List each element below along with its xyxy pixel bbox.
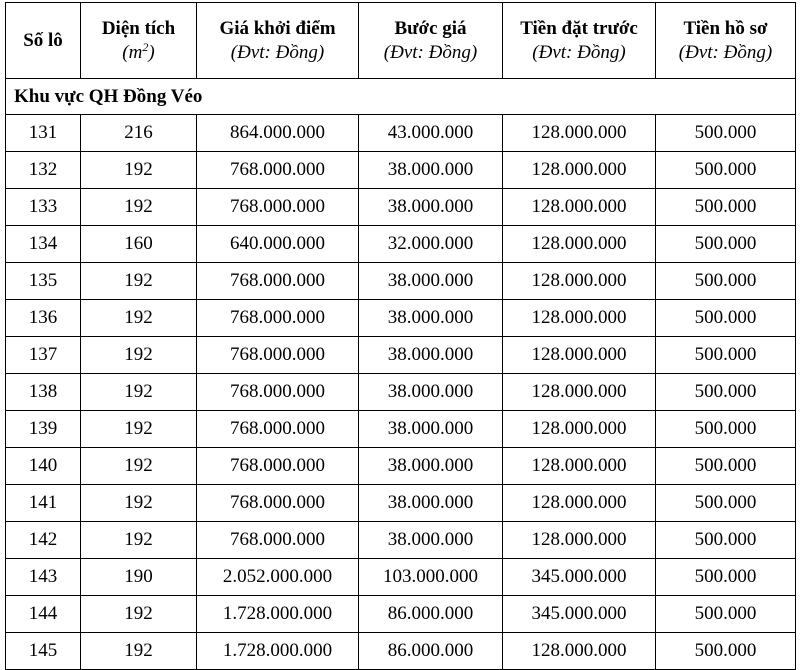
header-deposit-label: Tiền đặt trước [520, 17, 638, 39]
lot-number-cell: 142 [6, 522, 81, 559]
price-step-cell: 38.000.000 [359, 374, 503, 411]
price-step-cell: 38.000.000 [359, 189, 503, 226]
area-cell: 192 [81, 633, 197, 670]
table-row [6, 152, 796, 189]
document-fee-cell: 500.000 [656, 374, 796, 411]
lot-number-cell: 131 [6, 115, 81, 152]
header-area-unit-text: (m [122, 41, 143, 63]
table-row [6, 300, 796, 337]
table-row [6, 263, 796, 300]
table-row [6, 448, 796, 485]
table-row [6, 559, 796, 596]
header-lot-number [6, 3, 81, 79]
table-row [6, 374, 796, 411]
lot-number-cell: 144 [6, 596, 81, 633]
header-lot-number-label: Số lô [23, 29, 63, 51]
price-step-cell: 38.000.000 [359, 337, 503, 374]
document-fee-cell: 500.000 [656, 152, 796, 189]
header-starting-price [197, 3, 359, 79]
area-cell: 192 [81, 411, 197, 448]
header-document-fee-unit: (Đvt: Đồng) [678, 41, 773, 63]
deposit-cell: 128.000.000 [503, 522, 656, 559]
table-row [6, 633, 796, 670]
deposit-cell: 345.000.000 [503, 596, 656, 633]
deposit-cell: 128.000.000 [503, 115, 656, 152]
area-cell: 190 [81, 559, 197, 596]
starting-price-cell: 1.728.000.000 [197, 633, 359, 670]
document-fee-cell: 500.000 [656, 226, 796, 263]
table-row [6, 337, 796, 374]
starting-price-cell: 768.000.000 [197, 485, 359, 522]
document-fee-cell: 500.000 [656, 596, 796, 633]
section-row [6, 79, 796, 115]
starting-price-cell: 768.000.000 [197, 411, 359, 448]
starting-price-cell: 768.000.000 [197, 152, 359, 189]
deposit-cell: 128.000.000 [503, 337, 656, 374]
lot-number-cell: 134 [6, 226, 81, 263]
table-row [6, 485, 796, 522]
starting-price-cell: 1.728.000.000 [197, 596, 359, 633]
starting-price-cell: 768.000.000 [197, 337, 359, 374]
header-deposit-unit: (Đvt: Đồng) [532, 41, 626, 63]
deposit-cell: 128.000.000 [503, 263, 656, 300]
lot-number-cell: 140 [6, 448, 81, 485]
document-fee-cell: 500.000 [656, 411, 796, 448]
area-cell: 192 [81, 337, 197, 374]
document-fee-cell: 500.000 [656, 189, 796, 226]
price-step-cell: 38.000.000 [359, 522, 503, 559]
price-step-cell: 43.000.000 [359, 115, 503, 152]
table-row [6, 115, 796, 152]
price-step-cell: 38.000.000 [359, 411, 503, 448]
lot-table [5, 2, 796, 670]
price-step-cell: 38.000.000 [359, 448, 503, 485]
deposit-cell: 128.000.000 [503, 152, 656, 189]
area-cell: 192 [81, 263, 197, 300]
area-cell: 216 [81, 115, 197, 152]
area-cell: 192 [81, 152, 197, 189]
lot-number-cell: 139 [6, 411, 81, 448]
header-price-step-label: Bước giá [394, 17, 467, 39]
lot-number-cell: 141 [6, 485, 81, 522]
header-price-step-unit: (Đvt: Đồng) [383, 41, 478, 63]
document-fee-cell: 500.000 [656, 448, 796, 485]
starting-price-cell: 768.000.000 [197, 448, 359, 485]
header-area [81, 3, 197, 79]
lot-number-cell: 145 [6, 633, 81, 670]
area-cell: 192 [81, 448, 197, 485]
area-cell: 192 [81, 522, 197, 559]
lot-number-cell: 132 [6, 152, 81, 189]
section-title: Khu vực QH Đồng Véo [6, 79, 796, 115]
lot-number-cell: 135 [6, 263, 81, 300]
starting-price-cell: 768.000.000 [197, 263, 359, 300]
header-area-unit-exponent: 2 [142, 39, 149, 54]
lot-number-cell: 137 [6, 337, 81, 374]
price-step-cell: 86.000.000 [359, 633, 503, 670]
header-area-label: Diện tích [101, 17, 176, 39]
header-document-fee-label: Tiền hồ sơ [683, 17, 768, 39]
header-starting-price-label: Giá khởi điểm [219, 17, 336, 39]
price-step-cell: 38.000.000 [359, 263, 503, 300]
price-step-cell: 38.000.000 [359, 485, 503, 522]
header-price-step [359, 3, 503, 79]
starting-price-cell: 768.000.000 [197, 374, 359, 411]
document-fee-cell: 500.000 [656, 115, 796, 152]
table-row [6, 226, 796, 263]
document-fee-cell: 500.000 [656, 263, 796, 300]
document-fee-cell: 500.000 [656, 485, 796, 522]
deposit-cell: 128.000.000 [503, 226, 656, 263]
price-step-cell: 38.000.000 [359, 300, 503, 337]
price-step-cell: 103.000.000 [359, 559, 503, 596]
deposit-cell: 128.000.000 [503, 411, 656, 448]
document-fee-cell: 500.000 [656, 633, 796, 670]
table-row [6, 189, 796, 226]
deposit-cell: 128.000.000 [503, 300, 656, 337]
header-document-fee [656, 3, 796, 79]
deposit-cell: 128.000.000 [503, 485, 656, 522]
price-step-cell: 38.000.000 [359, 152, 503, 189]
area-cell: 192 [81, 596, 197, 633]
starting-price-cell: 640.000.000 [197, 226, 359, 263]
area-cell: 192 [81, 374, 197, 411]
document-fee-cell: 500.000 [656, 522, 796, 559]
header-area-unit [81, 41, 196, 65]
header-starting-price-unit: (Đvt: Đồng) [230, 41, 325, 63]
area-cell: 192 [81, 485, 197, 522]
table-row [6, 411, 796, 448]
starting-price-cell: 2.052.000.000 [197, 559, 359, 596]
header-deposit [503, 3, 656, 79]
header-area-unit-close: ) [148, 41, 155, 63]
lot-number-cell: 143 [6, 559, 81, 596]
deposit-cell: 128.000.000 [503, 189, 656, 226]
deposit-cell: 128.000.000 [503, 633, 656, 670]
price-step-cell: 32.000.000 [359, 226, 503, 263]
area-cell: 160 [81, 226, 197, 263]
document-fee-cell: 500.000 [656, 337, 796, 374]
document-fee-cell: 500.000 [656, 300, 796, 337]
starting-price-cell: 864.000.000 [197, 115, 359, 152]
price-step-cell: 86.000.000 [359, 596, 503, 633]
starting-price-cell: 768.000.000 [197, 189, 359, 226]
starting-price-cell: 768.000.000 [197, 522, 359, 559]
lot-number-cell: 133 [6, 189, 81, 226]
deposit-cell: 128.000.000 [503, 374, 656, 411]
starting-price-cell: 768.000.000 [197, 300, 359, 337]
area-cell: 192 [81, 189, 197, 226]
table-row [6, 522, 796, 559]
header-row [6, 3, 796, 79]
document-fee-cell: 500.000 [656, 559, 796, 596]
lot-number-cell: 138 [6, 374, 81, 411]
table-row [6, 596, 796, 633]
deposit-cell: 345.000.000 [503, 559, 656, 596]
lot-number-cell: 136 [6, 300, 81, 337]
area-cell: 192 [81, 300, 197, 337]
deposit-cell: 128.000.000 [503, 448, 656, 485]
